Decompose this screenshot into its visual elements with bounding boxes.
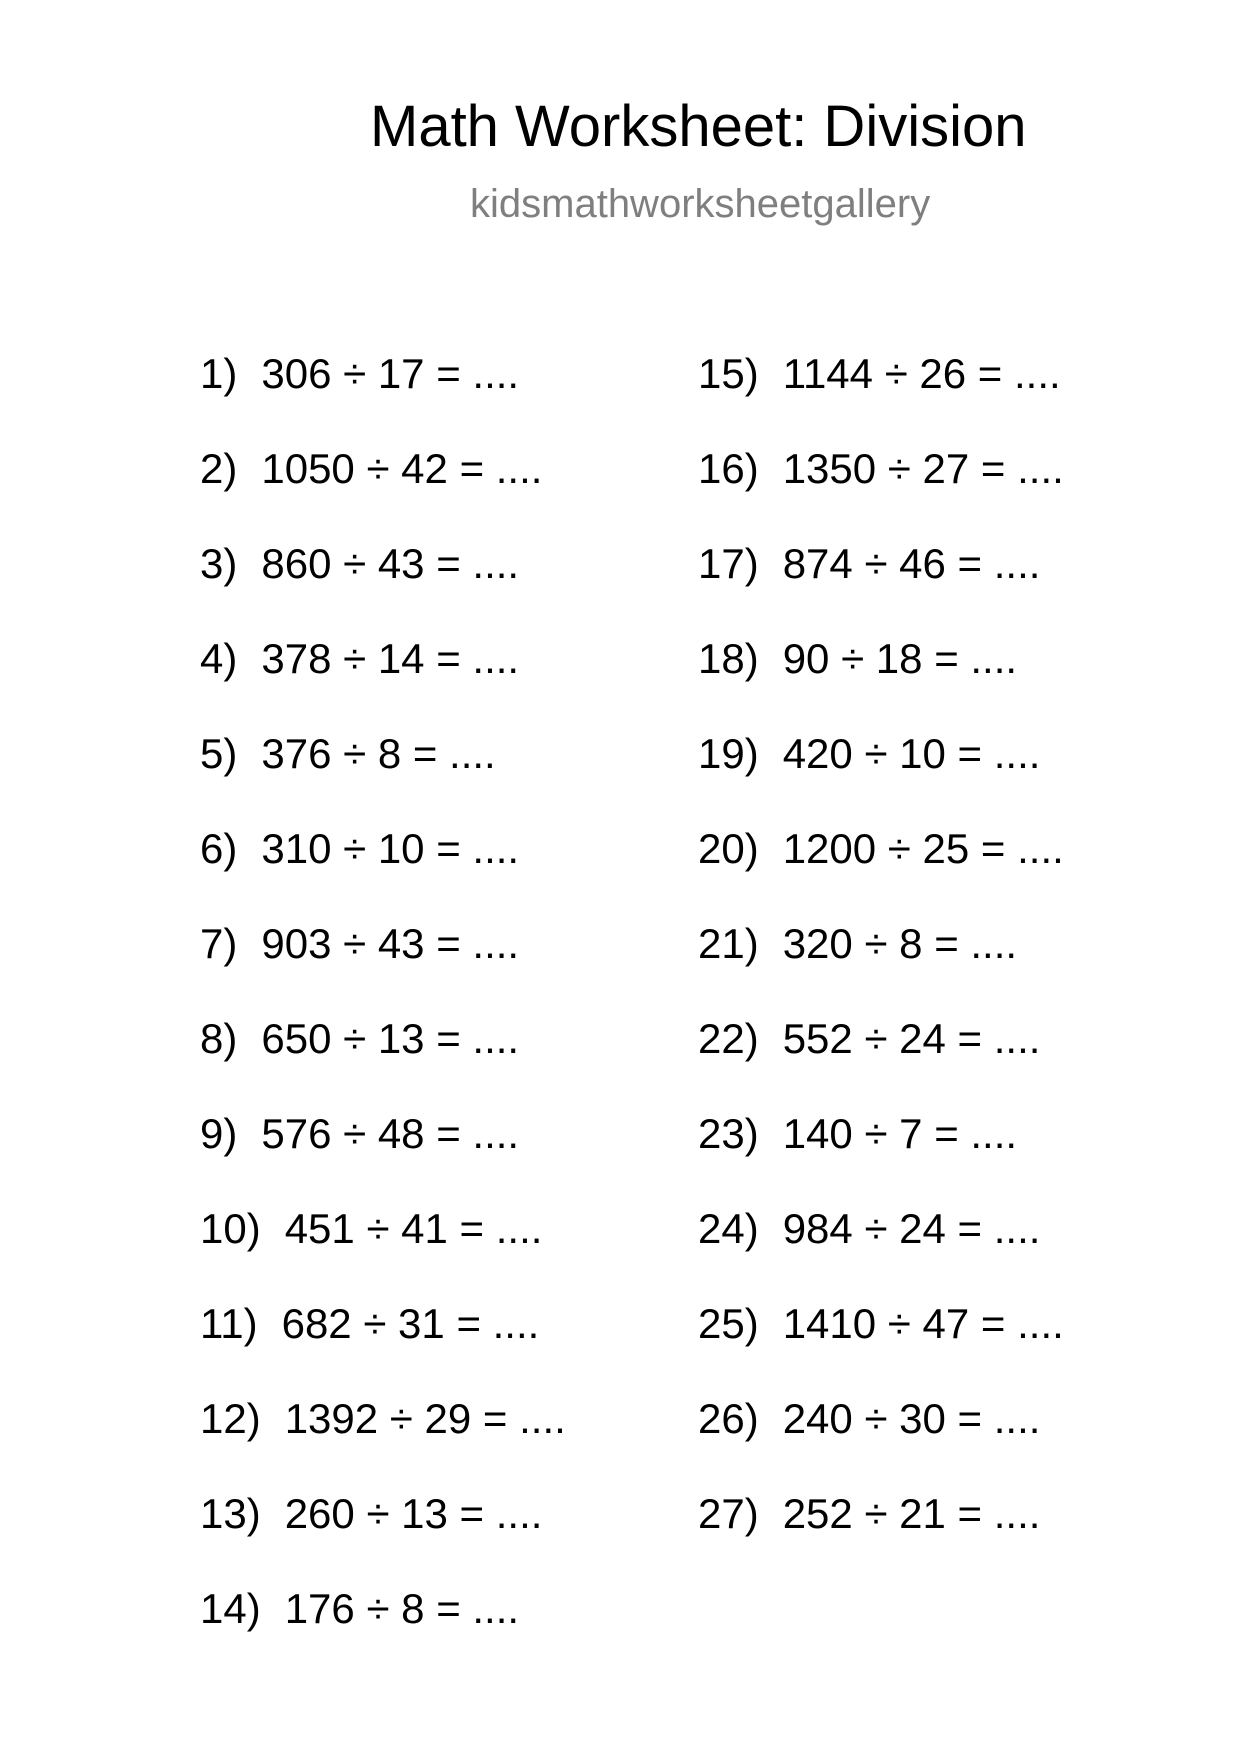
problem-expression: 1200 ÷ 25 = ....: [782, 825, 1064, 872]
problem-number: 27): [698, 1490, 759, 1537]
problem-number: 4): [200, 635, 238, 682]
problem-expression: 140 ÷ 7 = ....: [782, 1110, 1018, 1157]
problem-expression: 240 ÷ 30 = ....: [782, 1395, 1041, 1442]
problem-expression: 576 ÷ 48 = ....: [261, 1110, 520, 1157]
problem-expression: 320 ÷ 8 = ....: [782, 920, 1018, 967]
problem-item: [698, 445, 1064, 540]
problem-number: 22): [698, 1015, 759, 1062]
problem-number: 23): [698, 1110, 759, 1157]
problem-expression: 984 ÷ 24 = ....: [782, 1205, 1041, 1252]
problem-item: [200, 730, 566, 825]
problem-expression: 260 ÷ 13 = ....: [284, 1490, 543, 1537]
problem-number: 1): [200, 350, 238, 397]
problem-number: 18): [698, 635, 759, 682]
problem-number: 9): [200, 1110, 238, 1157]
problem-expression: 874 ÷ 46 = ....: [782, 540, 1041, 587]
problem-item: [200, 1585, 566, 1680]
problem-number: 6): [200, 825, 238, 872]
problem-item: [200, 540, 566, 635]
problems-left-column: [200, 350, 566, 1680]
problem-number: 7): [200, 920, 238, 967]
problem-item: [200, 1205, 566, 1300]
problem-item: [698, 350, 1064, 445]
problem-item: [698, 1015, 1064, 1110]
problem-number: 19): [698, 730, 759, 777]
problem-item: [698, 540, 1064, 635]
problem-expression: 252 ÷ 21 = ....: [782, 1490, 1041, 1537]
problem-expression: 860 ÷ 43 = ....: [261, 540, 520, 587]
problem-item: [698, 635, 1064, 730]
problem-number: 11): [200, 1300, 258, 1347]
problems-right-column: [698, 350, 1064, 1585]
problem-item: [698, 1110, 1064, 1205]
problem-number: 26): [698, 1395, 759, 1442]
problem-expression: 451 ÷ 41 = ....: [284, 1205, 543, 1252]
problem-item: [200, 1110, 566, 1205]
problem-number: 16): [698, 445, 759, 492]
problem-item: [200, 1015, 566, 1110]
problem-number: 5): [200, 730, 238, 777]
problem-number: 25): [698, 1300, 759, 1347]
problem-expression: 378 ÷ 14 = ....: [261, 635, 520, 682]
problem-item: [698, 825, 1064, 920]
worksheet-subtitle: kidsmathworksheetgallery: [470, 182, 931, 226]
problem-item: [200, 1490, 566, 1585]
problem-number: 2): [200, 445, 238, 492]
problem-item: [698, 1300, 1064, 1395]
problem-item: [698, 1395, 1064, 1490]
problem-expression: 903 ÷ 43 = ....: [261, 920, 520, 967]
problem-number: 12): [200, 1395, 261, 1442]
problem-item: [200, 635, 566, 730]
problem-item: [200, 1300, 566, 1395]
problem-expression: 1050 ÷ 42 = ....: [261, 445, 543, 492]
problem-number: 24): [698, 1205, 759, 1252]
worksheet-title: Math Worksheet: Division: [370, 94, 1027, 159]
problem-number: 17): [698, 540, 759, 587]
problem-expression: 552 ÷ 24 = ....: [782, 1015, 1041, 1062]
problem-expression: 1144 ÷ 26 = ....: [782, 350, 1061, 397]
problem-number: 13): [200, 1490, 261, 1537]
problem-expression: 1392 ÷ 29 = ....: [284, 1395, 566, 1442]
problem-item: [200, 445, 566, 540]
problem-expression: 306 ÷ 17 = ....: [261, 350, 520, 397]
problem-expression: 90 ÷ 18 = ....: [782, 635, 1018, 682]
problem-number: 15): [698, 350, 759, 397]
problem-number: 20): [698, 825, 759, 872]
problem-item: [200, 825, 566, 920]
problem-item: [698, 920, 1064, 1015]
problem-item: [200, 350, 566, 445]
problem-number: 10): [200, 1205, 261, 1252]
problem-expression: 420 ÷ 10 = ....: [782, 730, 1041, 777]
problem-expression: 176 ÷ 8 = ....: [284, 1585, 520, 1632]
problem-item: [200, 1395, 566, 1490]
problem-item: [200, 920, 566, 1015]
problem-expression: 1410 ÷ 47 = ....: [782, 1300, 1064, 1347]
problem-expression: 310 ÷ 10 = ....: [261, 825, 520, 872]
problem-item: [698, 1490, 1064, 1585]
problem-number: 8): [200, 1015, 238, 1062]
problem-expression: 376 ÷ 8 = ....: [261, 730, 496, 777]
problem-expression: 682 ÷ 31 = ....: [281, 1300, 540, 1347]
problem-number: 14): [200, 1585, 261, 1632]
problem-expression: 1350 ÷ 27 = ....: [782, 445, 1064, 492]
problem-number: 21): [698, 920, 759, 967]
problem-expression: 650 ÷ 13 = ....: [261, 1015, 520, 1062]
problem-number: 3): [200, 540, 238, 587]
problem-item: [698, 1205, 1064, 1300]
problem-item: [698, 730, 1064, 825]
